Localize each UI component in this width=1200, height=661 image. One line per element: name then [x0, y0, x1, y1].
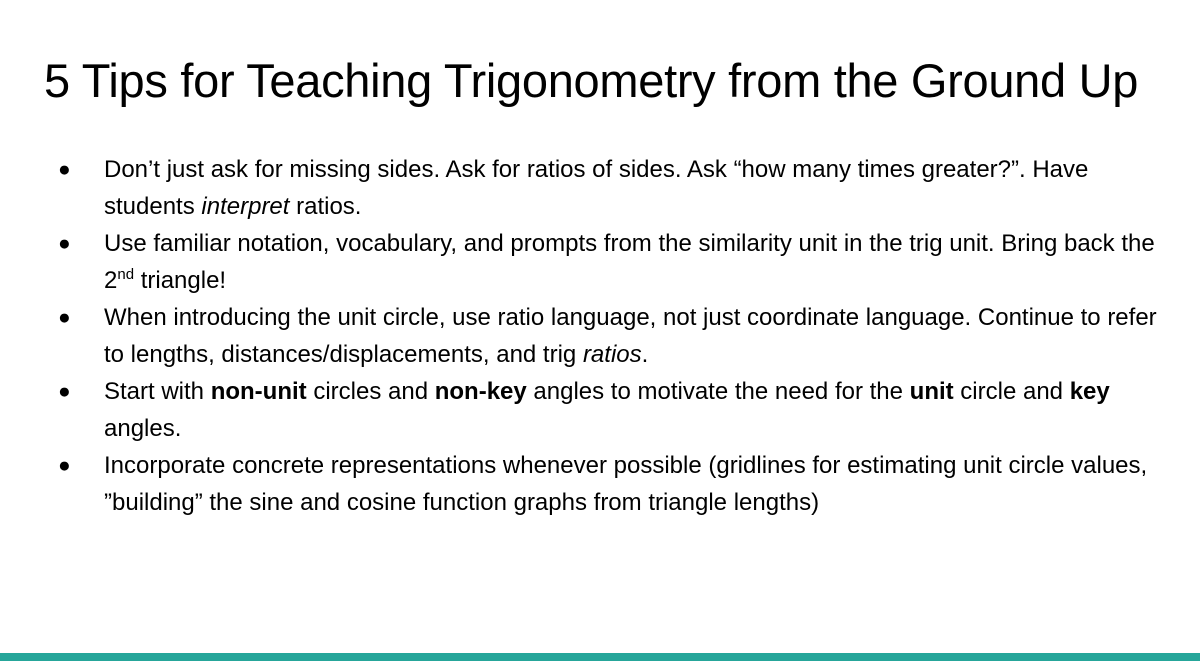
tip-segment: non-key — [434, 378, 527, 405]
tip-segment: nd — [117, 265, 135, 283]
list-item — [0, 152, 1200, 225]
tip-segment: angles. — [104, 414, 182, 442]
tip-segment: When introducing the unit circle, use ratio language, not just coordinate language. Continue to refer to lengths, distances/displacements, and trig — [104, 304, 1157, 368]
tip-text — [104, 448, 1160, 521]
bullet-icon: ● — [58, 232, 71, 255]
bullet-icon: ● — [58, 380, 71, 403]
tip-segment: Don’t just ask for missing sides. Ask for ratios of sides. Ask “how many times greater?”. Have students — [104, 156, 1089, 220]
tip-text — [104, 226, 1160, 299]
tip-text — [104, 374, 1160, 447]
tip-text — [104, 300, 1160, 373]
tip-segment: non-unit — [210, 378, 307, 405]
tip-segment: circles and — [306, 378, 435, 405]
tip-segment: circle and — [953, 378, 1070, 405]
list-item — [0, 448, 1200, 521]
bullet-icon: ● — [58, 158, 71, 181]
tip-segment: ratios. — [289, 192, 362, 220]
list-item — [0, 374, 1200, 447]
bullet-icon: ● — [58, 454, 71, 477]
tip-segment: unit — [909, 378, 954, 405]
tip-segment: Start with — [104, 378, 211, 405]
tip-segment: Incorporate concrete representations whenever possible (gridlines for estimating unit circle values, ”building” the sine and cosine function graphs from triangle lengths) — [104, 452, 1148, 516]
list-item — [0, 300, 1200, 373]
tip-segment: . — [641, 340, 649, 368]
tip-segment: key — [1069, 378, 1110, 405]
slide-title: 5 Tips for Teaching Trigonometry from the Ground Up — [44, 54, 1139, 107]
tip-segment: interpret — [201, 192, 290, 220]
tip-segment: triangle! — [134, 266, 227, 294]
tip-text — [104, 152, 1160, 225]
list-item — [0, 226, 1200, 299]
tips-list — [0, 152, 1200, 522]
tip-segment: Use familiar notation, vocabulary, and prompts from the similarity unit in the trig unit. Bring back the 2 — [104, 230, 1155, 294]
accent-bar — [0, 653, 1200, 661]
bullet-icon: ● — [58, 306, 71, 329]
tip-segment: ratios — [582, 340, 642, 368]
tip-segment: angles to motivate the need for the — [526, 378, 910, 405]
